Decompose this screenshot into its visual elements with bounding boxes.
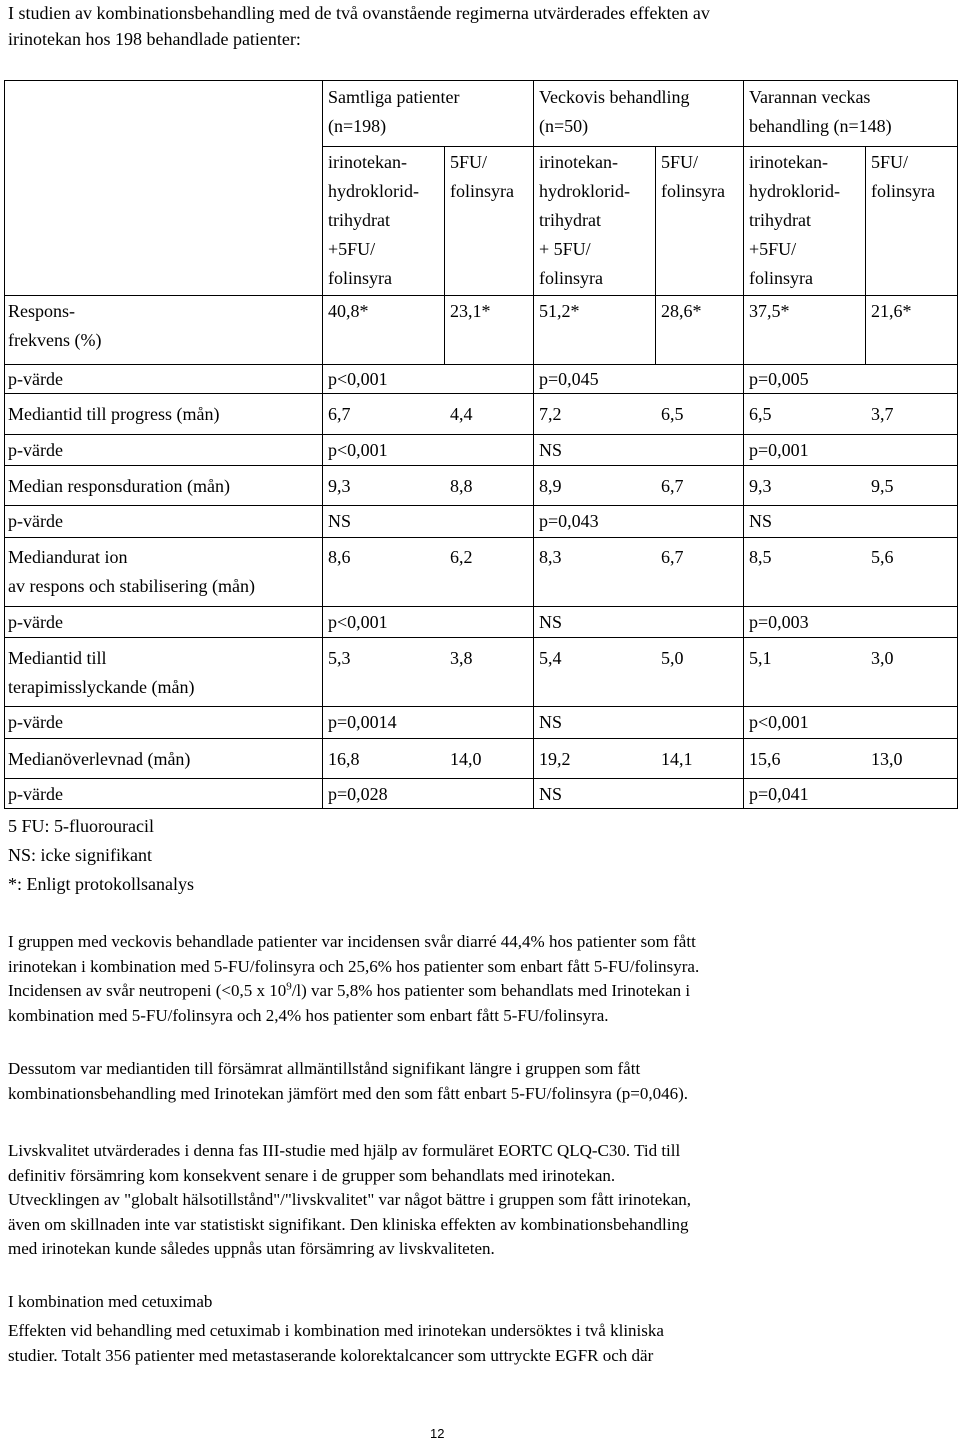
sub-header: irinotekan- hydroklorid- trihydrat + 5FU/ folinsyra <box>539 152 630 288</box>
table-cell: 19,2 <box>539 749 571 769</box>
table-cell: p=0,001 <box>749 440 809 460</box>
superscript: 9 <box>286 980 292 993</box>
table-cell: 7,2 <box>539 404 562 424</box>
row-label: p-värde <box>8 712 63 732</box>
table-cell: NS <box>539 712 563 732</box>
paragraph-general-condition <box>8 1057 958 1106</box>
table-cell: 9,3 <box>749 476 772 496</box>
paragraph-line: Livskvalitet utvärderades i denna fas III-studie med hjälp av formuläret EORTC QLQ-C30. Tid till <box>8 1141 681 1160</box>
table-row-divider <box>4 637 958 638</box>
table-divider-label <box>322 80 323 808</box>
table-cell: 3,8 <box>450 648 473 668</box>
paragraph-line: Dessutom var mediantiden till försämrat allmäntillstånd signifikant längre i gruppen som fått <box>8 1059 641 1078</box>
table-cell: 21,6* <box>871 301 912 321</box>
table-divider-group <box>533 80 534 808</box>
table-cell: NS <box>749 511 773 531</box>
table-cell: 8,3 <box>539 547 562 567</box>
table-divider-sub <box>444 146 445 364</box>
table-cell: NS <box>539 612 563 632</box>
table-cell: 5,0 <box>661 648 684 668</box>
table-row-divider <box>4 434 958 435</box>
table-cell: 5,6 <box>871 547 894 567</box>
paragraph-line: med irinotekan kunde således uppnås utan försämring av livskvaliteten. <box>8 1239 495 1258</box>
table-cell: 6,7 <box>661 547 684 567</box>
table-row-divider <box>4 738 958 739</box>
table-row-divider <box>4 364 958 365</box>
row-label: Respons- frekvens (%) <box>8 301 102 350</box>
paragraph-text: Incidensen av svår neutropeni (<0,5 x 10 <box>8 981 287 1000</box>
table-border-left <box>4 80 5 808</box>
table-cell: NS <box>539 440 563 460</box>
table-cell: p<0,001 <box>328 369 388 389</box>
table-cell: 8,9 <box>539 476 562 496</box>
table-cell: 6,7 <box>661 476 684 496</box>
table-border-bottom <box>4 808 958 809</box>
page-number: 12 <box>430 1426 445 1441</box>
table-cell: p<0,001 <box>749 712 809 732</box>
sub-header: irinotekan- hydroklorid- trihydrat +5FU/ folinsyra <box>749 152 840 288</box>
intro-line-2: irinotekan hos 198 behandlade patienter: <box>8 29 301 49</box>
paragraph-cetuximab <box>8 1319 958 1368</box>
paragraph-line: I gruppen med veckovis behandlade patienter var incidensen svår diarré 44,4% hos patienter som fått <box>8 932 696 951</box>
table-row-divider <box>4 778 958 779</box>
table-cell: p=0,045 <box>539 369 599 389</box>
table-cell: 16,8 <box>328 749 360 769</box>
paragraph-line: även om skillnaden inte var statistiskt signifikant. Den kliniska effekten av kombinationsbehandling <box>8 1214 689 1234</box>
table-row-divider <box>4 537 958 538</box>
table-cell: p=0,005 <box>749 369 809 389</box>
table-cell: 14,0 <box>450 749 482 769</box>
table-cell: p<0,001 <box>328 612 388 632</box>
group-header-weekly: Veckovis behandling (n=50) <box>539 87 690 136</box>
table-cell: 13,0 <box>871 749 903 769</box>
table-cell: 3,0 <box>871 648 894 668</box>
table-cell: 6,5 <box>749 404 772 424</box>
table-cell: NS <box>328 511 352 531</box>
table-cell: 5,1 <box>749 648 772 668</box>
table-cell: 5,3 <box>328 648 351 668</box>
table-row-divider <box>4 505 958 506</box>
paragraph-diarrhea <box>8 930 958 1028</box>
table-footnotes: 5 FU: 5-fluorouracil NS: icke signifikant *: Enligt protokollsanalys <box>8 816 194 894</box>
paragraph-line <box>8 979 958 1004</box>
table-cell: 23,1* <box>450 301 491 321</box>
table-cell: 37,5* <box>749 301 790 321</box>
table-cell: 14,1 <box>661 749 693 769</box>
table-header-divider <box>4 295 958 296</box>
table-cell: 40,8* <box>328 301 369 321</box>
table-cell: 6,5 <box>661 404 684 424</box>
sub-header: irinotekan- hydroklorid- trihydrat +5FU/ folinsyra <box>328 152 419 288</box>
row-label: p-värde <box>8 369 63 389</box>
paragraph-quality-of-life <box>8 1139 958 1262</box>
table-cell: 4,4 <box>450 404 473 424</box>
table-cell: p=0,043 <box>539 511 599 531</box>
paragraph-line: kombination med 5-FU/folinsyra och 2,4% hos patienter som enbart fått 5-FU/folinsyra. <box>8 1005 609 1025</box>
paragraph-line: Utvecklingen av "globalt hälsotillstånd"/"livskvalitet" var något bättre i gruppen som fått irinotekan, <box>8 1190 692 1209</box>
sub-header: 5FU/ folinsyra <box>661 152 725 201</box>
table-divider-group <box>743 80 744 808</box>
table-cell: 5,4 <box>539 648 562 668</box>
intro-line-1: I studien av kombinationsbehandling med de två ovanstående regimerna utvärderades effekten av <box>8 3 710 23</box>
table-cell: 8,5 <box>749 547 772 567</box>
table-row-divider <box>4 465 958 466</box>
table-row-divider <box>4 706 958 707</box>
row-label: p-värde <box>8 612 63 632</box>
table-divider-sub <box>655 146 656 364</box>
table-row-divider <box>4 393 958 394</box>
row-label: Mediantid till terapimisslyckande (mån) <box>8 648 195 697</box>
table-cell: p=0,0014 <box>328 712 397 732</box>
sub-header: 5FU/ folinsyra <box>450 152 514 201</box>
paragraph-line: studier. Totalt 356 patienter med metastaserande kolorektalcancer som uttryckte EGFR och där <box>8 1345 654 1365</box>
sub-header: 5FU/ folinsyra <box>871 152 935 201</box>
table-cell: p=0,003 <box>749 612 809 632</box>
row-label: Mediantid till progress (mån) <box>8 404 220 424</box>
group-header-biweekly: Varannan veckas behandling (n=148) <box>749 87 892 136</box>
row-label: Medianöverlevnad (mån) <box>8 749 191 769</box>
table-row-divider <box>4 606 958 607</box>
paragraph-line: Effekten vid behandling med cetuximab i kombination med irinotekan undersöktes i två kliniska <box>8 1321 664 1340</box>
table-cell: 8,6 <box>328 547 351 567</box>
table-divider-sub <box>865 146 866 364</box>
table-cell: 51,2* <box>539 301 580 321</box>
table-cell: 9,5 <box>871 476 894 496</box>
table-header-divider <box>322 146 958 147</box>
table-cell: 15,6 <box>749 749 781 769</box>
section-heading-cetuximab: I kombination med cetuximab <box>8 1292 213 1311</box>
table-cell: 6,7 <box>328 404 351 424</box>
table-cell: p=0,028 <box>328 784 388 804</box>
paragraph-line: kombinationsbehandling med Irinotekan jämfört med den som fått enbart 5-FU/folinsyra (p=0,046). <box>8 1083 688 1103</box>
paragraph-line: definitiv försämring kom konsekvent senare i de grupper som behandlats med irinotekan. <box>8 1165 616 1185</box>
row-label: p-värde <box>8 511 63 531</box>
row-label: Mediandurat ion av respons och stabilisering (mån) <box>8 547 255 596</box>
paragraph-line: irinotekan i kombination med 5-FU/folinsyra och 25,6% hos patienter som enbart fått 5-FU/folinsyra. <box>8 956 700 976</box>
table-cell: 3,7 <box>871 404 894 424</box>
table-border-right <box>957 80 958 808</box>
row-label: Median responsduration (mån) <box>8 476 230 496</box>
row-label: p-värde <box>8 440 63 460</box>
paragraph-text: /l) var 5,8% hos patienter som behandlats med Irinotekan i <box>291 981 691 1000</box>
table-cell: p<0,001 <box>328 440 388 460</box>
table-cell: NS <box>539 784 563 804</box>
table-cell: 28,6* <box>661 301 702 321</box>
table-cell: p=0,041 <box>749 784 809 804</box>
table-cell: 6,2 <box>450 547 473 567</box>
row-label: p-värde <box>8 784 63 804</box>
table-border-top <box>4 80 958 81</box>
table-cell: 9,3 <box>328 476 351 496</box>
group-header-all: Samtliga patienter (n=198) <box>328 87 460 136</box>
table-cell: 8,8 <box>450 476 473 496</box>
